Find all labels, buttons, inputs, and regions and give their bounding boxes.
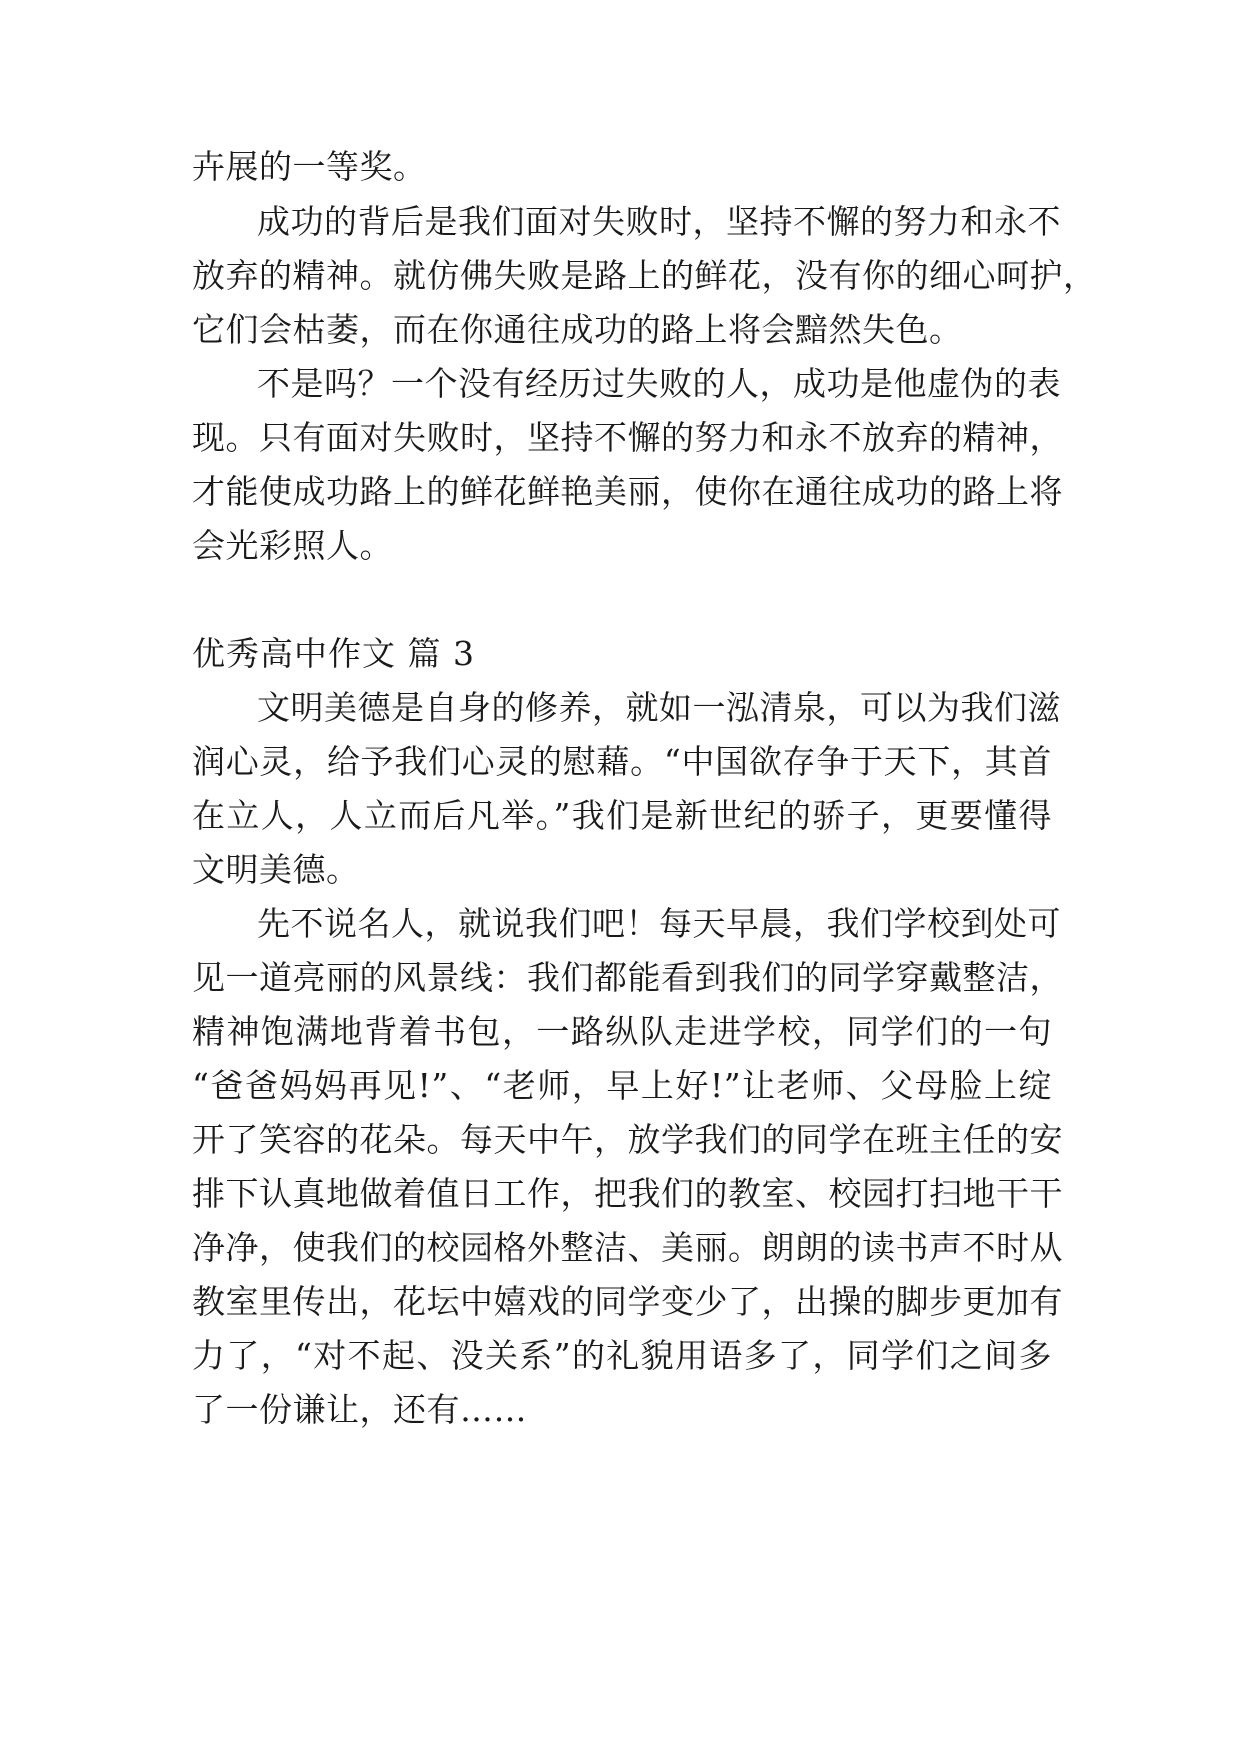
paragraph-line: 文明美德。	[192, 850, 360, 889]
paragraph-line: 卉展的一等奖。	[192, 147, 427, 186]
paragraph-line: 先不说名人，就说我们吧！每天早晨，我们学校到处可	[257, 904, 1061, 943]
paragraph-line: 开了笑容的花朵。每天中午，放学我们的同学在班主任的安	[192, 1120, 1063, 1159]
paragraph-line: 在立人，人立而后凡举。”我们是新世纪的骄子，更要懂得	[192, 796, 1052, 835]
paragraph-line: 净净，使我们的校园格外整洁、美丽。朗朗的读书声不时从	[192, 1228, 1063, 1267]
paragraph-line: 精神饱满地背着书包，一路纵队走进学校，同学们的一句	[192, 1012, 1052, 1051]
paragraph-line: 会光彩照人。	[192, 526, 393, 565]
paragraph-line: 文明美德是自身的修养，就如一泓清泉，可以为我们滋	[257, 688, 1061, 727]
section-title: 优秀高中作文 篇 3	[192, 634, 475, 673]
paragraph-line: 才能使成功路上的鲜花鲜艳美丽，使你在通往成功的路上将	[192, 472, 1063, 511]
paragraph-line: 教室里传出，花坛中嬉戏的同学变少了，出操的脚步更加有	[192, 1282, 1063, 1321]
paragraph-line: 了一份谦让，还有……	[192, 1390, 527, 1429]
paragraph-line: 排下认真地做着值日工作，把我们的教室、校园打扫地干干	[192, 1174, 1063, 1213]
paragraph-line: 力了，“对不起、没关系”的礼貌用语多了，同学们之间多	[192, 1336, 1052, 1375]
paragraph-line: 成功的背后是我们面对失败时，坚持不懈的努力和永不	[257, 202, 1061, 241]
paragraph-line: 放弃的精神。就仿佛失败是路上的鲜花，没有你的细心呵护，	[192, 256, 1097, 295]
paragraph-line: 现。只有面对失败时，坚持不懈的努力和永不放弃的精神，	[192, 418, 1063, 457]
paragraph-line: 不是吗？一个没有经历过失败的人，成功是他虚伪的表	[257, 364, 1061, 403]
paragraph-line: 它们会枯萎，而在你通往成功的路上将会黯然失色。	[192, 310, 963, 349]
paragraph-line: 见一道亮丽的风景线：我们都能看到我们的同学穿戴整洁，	[192, 958, 1063, 997]
paragraph-line: “爸爸妈妈再见!”、“老师，早上好!”让老师、父母脸上绽	[192, 1066, 1052, 1105]
paragraph-line: 润心灵，给予我们心灵的慰藉。“中国欲存争于天下，其首	[192, 742, 1052, 781]
